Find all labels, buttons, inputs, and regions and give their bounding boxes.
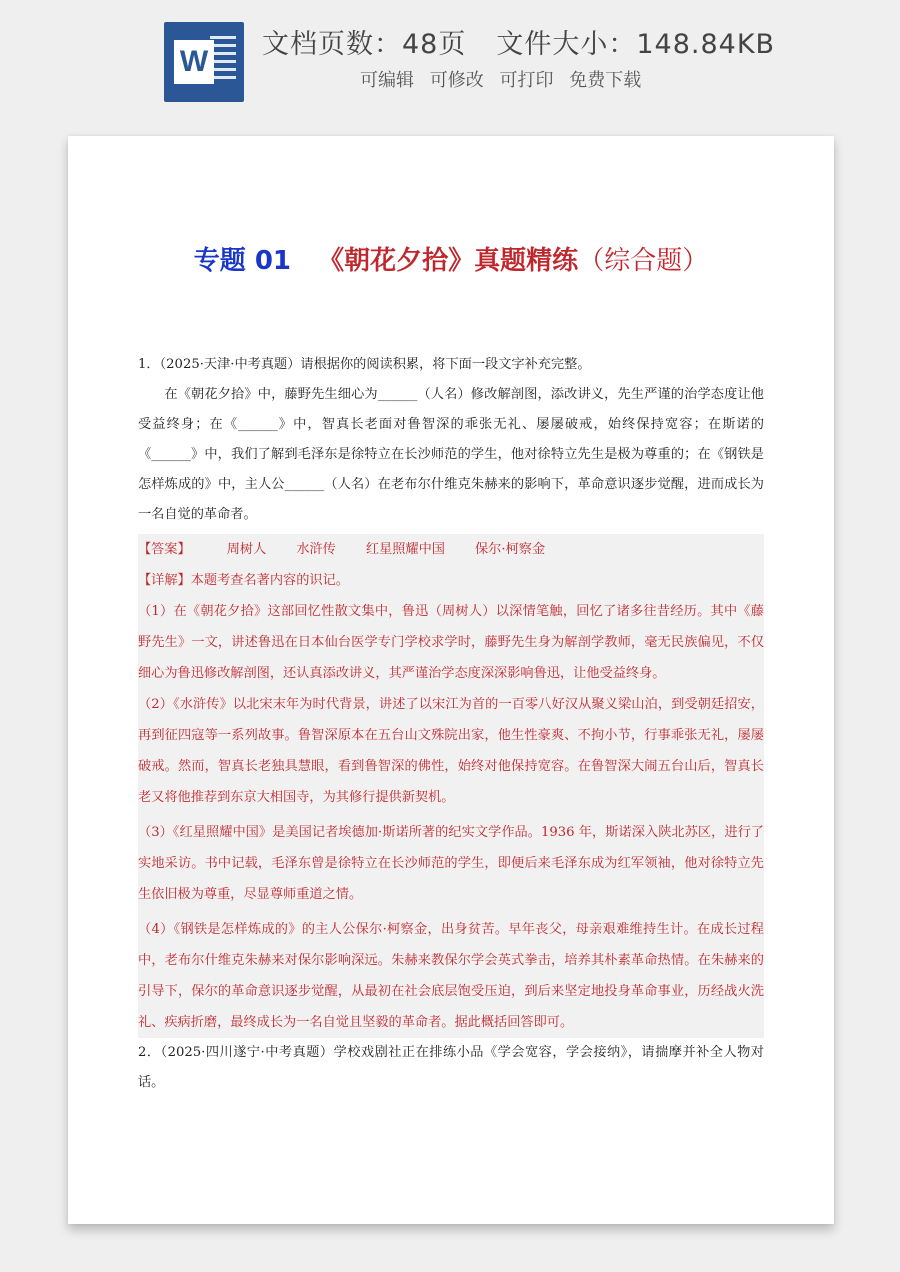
feature-editable: 可编辑 [360, 70, 414, 91]
detail-paragraph-4: （4）《钢铁是怎样炼成的》的主人公保尔·柯察金，出身贫苦。早年丧父，母亲艰难维持生计。在成长过程中，老布尔什维克朱赫来对保尔影响深远。朱赫来教保尔学会英式拳击，培养其朴素革命热情。在朱赫来的引导下，保尔的革命意识逐步觉醒，从最初在社会底层饱受压迫，到后来坚定地投身革命事业，历经战火洗礼、疾病折磨，最终成长为一名自觉且坚毅的革命者。据此概括回答即可。 [138, 922, 764, 1030]
answer-section [138, 534, 764, 1038]
feature-list [360, 66, 651, 92]
answer-3: 红星照耀中国 [365, 542, 445, 557]
file-size: 文件大小：148.84KB [496, 29, 776, 60]
answer-tag: 【答案】 [138, 542, 191, 557]
page-title [68, 240, 834, 277]
question-1-passage: 在《朝花夕拾》中，藤野先生细心为______（人名）修改解剖图，添改讲义，先生严谨的治学态度让他受益终身；在《______》中，智真长老面对鲁智深的乖张无礼、屡屡破戒，始终保持宽容；在斯诺的《______》中，我们了解到毛泽东是徐特立在长沙师范的学生，他对徐特立先生是极为尊重的；在《钢铁是怎样炼成的》中，主人公______（人名）在老布尔什维克朱赫来的影响下，革命意识逐步觉醒，进而成长为一名自觉的革命者。 [138, 387, 764, 522]
document-page [68, 136, 834, 1224]
answer-line [138, 534, 764, 565]
answer-4: 保尔·柯察金 [475, 542, 546, 557]
question-1-stem: 1．（2025·天津·中考真题）请根据你的阅读积累，将下面一段文字补充完整。 [138, 357, 591, 372]
word-document-icon [164, 22, 244, 102]
download-info-header [0, 0, 900, 120]
title-main: 《朝花夕拾》真题精练 [318, 246, 579, 276]
detail-intro: 【详解】本题考查名著内容的识记。 [138, 573, 349, 588]
answer-2: 水浒传 [296, 542, 336, 557]
title-suffix: （综合题） [578, 246, 709, 276]
page-count: 文档页数：48页 [262, 29, 467, 60]
question-2-stem: 2．（2025·四川遂宁·中考真题）学校戏剧社正在排练小品《学会宽容，学会接纳》，请揣摩并补全人物对话。 [138, 1045, 764, 1090]
detail-paragraph-2: （2）《水浒传》以北宋末年为时代背景，讲述了以宋江为首的一百零八好汉从聚义梁山泊，到受朝廷招安，再到征四寇等一系列故事。鲁智深原本在五台山文殊院出家，他生性豪爽、不拘小节，行事乖张无礼，屡屡破戒。然而，智真长老独具慧眼，看到鲁智深的佛性，始终对他保持宽容。在鲁智深大闹五台山后，智真长老又将他推荐到东京大相国寺，为其修行提供新契机。 [138, 697, 764, 805]
feature-printable: 可打印 [499, 70, 554, 91]
word-letter: W [174, 40, 214, 84]
title-topic-number: 专题 01 [193, 246, 292, 276]
document-body [138, 350, 764, 1098]
detail-paragraph-1: （1）在《朝花夕拾》这部回忆性散文集中，鲁迅（周树人）以深情笔触，回忆了诸多往昔经历。其中《藤野先生》一文，讲述鲁迅在日本仙台医学专门学校求学时，藤野先生身为解剖学教师，毫无民族偏见，不仅细心为鲁迅修改解剖图，还认真添改讲义，其严谨治学态度深深影响鲁迅，让他受益终身。 [138, 604, 764, 681]
file-stats [262, 22, 805, 61]
feature-free-download: 免费下载 [569, 70, 642, 91]
feature-modifiable: 可修改 [429, 70, 484, 91]
detail-paragraph-3: （3）《红星照耀中国》是美国记者埃德加·斯诺所著的纪实文学作品。1936 年，斯诺深入陕北苏区，进行了实地采访。书中记载，毛泽东曾是徐特立在长沙师范的学生，即便后来毛泽东成为红军领袖，他对徐特立先生依旧极为尊重，尽显尊师重道之情。 [138, 825, 764, 902]
answer-1: 周树人 [226, 542, 267, 557]
